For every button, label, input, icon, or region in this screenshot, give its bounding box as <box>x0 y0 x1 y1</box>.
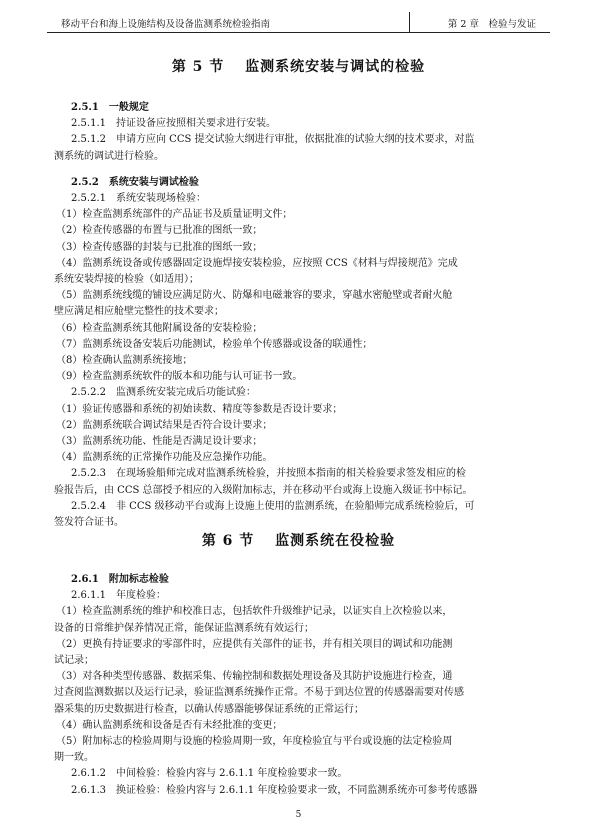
list-item: （4）确认监测系统和设备是否有未经批准的变更； <box>56 719 283 731</box>
list-item: （8）检查确认监测系统接地； <box>56 355 193 367</box>
paragraph-line: 2.5.1.2 申请方应向 CCS 提交试验大纲进行审批，依据批准的试验大纲的技术要求，对监 <box>71 134 475 146</box>
paragraph-line: 2.6.1.3 换证检验：检验内容与 2.6.1.1 年度检验要求一致，不同监测系统亦可参考传感器 <box>71 784 478 796</box>
paragraph-line: 2.5.1.1 持证设备应按照相关要求进行安装。 <box>71 118 276 130</box>
list-item: （3）对各种类型传感器、数据采集、传输控制和数据处理设备及其防护设施进行检查，通 <box>56 671 453 683</box>
list-item: （6）检查监测系统其他附属设备的安装检验； <box>56 322 263 334</box>
paragraph-line: 验报告后，由 CCS 总部授予相应的入级附加标志，并在移动平台或海上设施入级证书中标记。 <box>54 484 473 496</box>
page-header <box>47 12 550 33</box>
list-item: （4）监测系统的正常操作功能及应急操作功能。 <box>56 452 273 464</box>
blank-line <box>71 165 533 175</box>
list-item: （1）检查监测系统的维护和校准日志，包括软件升级维护记录，以证实自上次检验以来， <box>56 606 453 618</box>
paragraph-line: 签发符合证书。 <box>54 517 124 529</box>
list-item-continuation: 系统安装焊接的检验（如适用）； <box>54 274 199 286</box>
paragraph-line: 2.5.2.4 非 CCS 级移动平台或海上设施上使用的监测系统，在验船师完成系统检验后，可 <box>71 500 475 512</box>
list-item-continuation: 设备的日常维护保养情况正常，能保证监测系统有效运行； <box>54 622 314 634</box>
header-document-title: 移动平台和海上设施结构及设备监测系统检验指南 <box>61 19 271 30</box>
section-5-title: 第 5 节 监测系统安装与调试的检验 <box>171 59 426 75</box>
list-item: （4）监测系统设备或传感器固定设施焊接安装检验，应按照 CCS《材料与焊接规范》完成 <box>56 257 458 269</box>
list-item: （5）监测系统线缆的铺设应满足防火、防爆和电磁兼容的要求，穿越水密舱壁或者耐火舱 <box>56 290 453 302</box>
list-item: （2）更换有持证要求的零部件时，应提供有关部件的证书，并有相关项目的调试和功能测 <box>56 638 453 650</box>
heading-2-5-2: 2.5.2 系统安装与调试检验 <box>71 176 199 188</box>
list-item-continuation: 试记录； <box>54 655 94 667</box>
paragraph-line: 2.5.2.3 在现场验船师完成对监测系统检验，并按照本指南的相关检验要求签发相应的检 <box>71 468 466 480</box>
list-item: （9）检查监测系统软件的版本和功能与认可证书一致。 <box>56 371 303 383</box>
list-item-continuation: 器采集的历史数据进行检查，以确认传感器能够保证系统的正常运行； <box>54 703 364 715</box>
section-6-title: 第 6 节 监测系统在役检验 <box>201 533 396 549</box>
list-item-continuation: 过查阅监测数据以及运行记录，验证监测系统操作正常。不易于到达位置的传感器需要对传感 <box>54 687 464 699</box>
list-item-continuation: 壁应满足相应舱壁完整性的技术要求； <box>54 306 224 318</box>
list-item: （7）监测系统设备安装后功能测试，检验单个传感器或设备的联通性； <box>56 338 373 350</box>
paragraph-line: 2.5.2.2 监测系统安装完成后功能试验： <box>71 387 256 399</box>
list-item: （2）监测系统联合调试结果是否符合设计要求； <box>56 419 273 431</box>
list-item: （3）监测系统功能、性能是否满足设计要求； <box>56 436 263 448</box>
list-item: （1）验证传感器和系统的初始读数、精度等参数是否设计要求； <box>56 403 343 415</box>
page-number: 5 <box>295 810 302 820</box>
section-5-body <box>54 100 533 531</box>
paragraph-line: 2.6.1.1 年度检验： <box>71 590 166 602</box>
list-item: （2）检查传感器的布置与已批准的图纸一致； <box>56 225 263 237</box>
list-item-continuation: 期一致。 <box>54 752 94 764</box>
header-divider <box>409 12 410 32</box>
paragraph-line: 2.5.2.1 系统安装现场检验： <box>71 193 206 205</box>
heading-2-6-1: 2.6.1 附加标志检验 <box>71 574 169 585</box>
list-item: （3）检查传感器的封装与已批准的图纸一致； <box>56 241 263 253</box>
header-chapter: 第 2 章 检验与发证 <box>447 19 536 30</box>
section-6-body <box>54 572 533 799</box>
heading-2-5-1: 2.5.1 一般规定 <box>71 102 149 113</box>
list-item: （5）附加标志的检验周期与设施的检验周期一致，年度检验宜与平台或设施的法定检验周 <box>56 736 453 748</box>
paragraph-line: 测系统的调试进行检验。 <box>54 150 164 162</box>
paragraph-line: 2.6.1.2 中间检验：检验内容与 2.6.1.1 年度检验要求一致。 <box>71 768 348 780</box>
list-item: （1）检查监测系统部件的产品证书及质量证明文件； <box>56 209 293 221</box>
